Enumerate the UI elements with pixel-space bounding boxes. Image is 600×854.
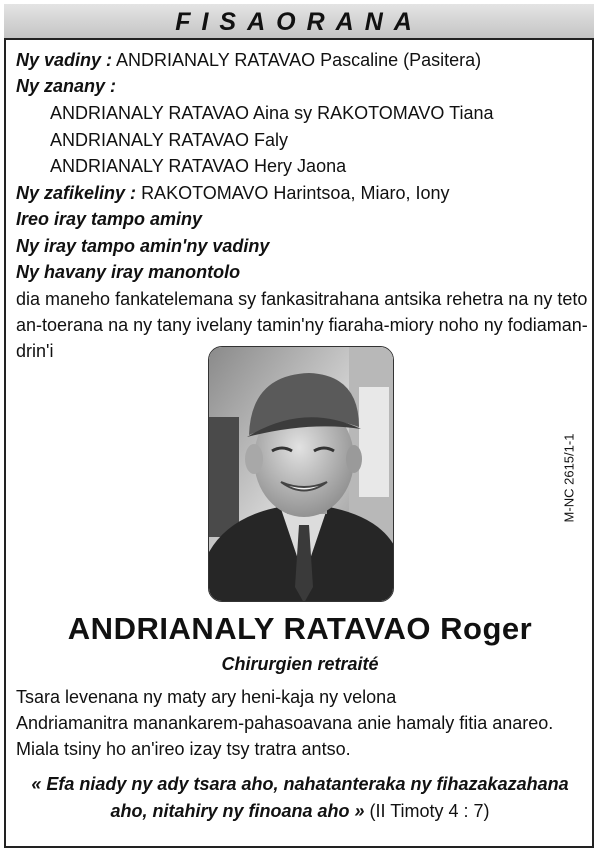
verse-line-1 <box>0 772 600 796</box>
children-label: Ny zanany : <box>16 76 117 96</box>
child-2: ANDRIANALY RATAVAO Faly <box>50 130 289 150</box>
spouse-siblings-label: Ny iray tampo amin'ny vadiny <box>16 236 270 256</box>
header-bar <box>4 4 594 40</box>
relatives-label: Ny havany iray manontolo <box>16 262 241 282</box>
widow-name: ANDRIANALY RATAVAO Pascaline (Pasitera) <box>116 50 482 70</box>
verse-line-2 <box>0 799 600 823</box>
verse-text-2: aho, nitahiry ny finoana aho » <box>110 801 365 821</box>
deceased-name: ANDRIANALY RATAVAO Roger <box>67 611 533 646</box>
thanks-line-3: drin'i <box>16 341 54 361</box>
siblings-label: Ireo iray tampo aminy <box>16 209 203 229</box>
deceased-title: Chirurgien retraité <box>221 654 379 674</box>
verse-text-1: « Efa niady ny ady tsara aho, nahatanteraka ny fihazakazahana <box>31 774 569 794</box>
verse-reference: (II Timoty 4 : 7) <box>369 801 490 821</box>
ad-reference: M-NC 2615/1-1 <box>561 433 577 523</box>
thanks-line-1: dia maneho fankatelemana sy fankasitrahana antsika rehetra na ny teto <box>16 289 588 309</box>
widow-line <box>16 48 481 72</box>
grandchildren-label: Ny zafikeliny : <box>16 183 137 203</box>
grandchildren-names: RAKOTOMAVO Harintsoa, Miaro, Iony <box>141 183 450 203</box>
message-line-3: Miala tsiny ho an'ireo izay tsy tratra antso. <box>16 739 351 759</box>
widow-label: Ny vadiny : <box>16 50 113 70</box>
child-3: ANDRIANALY RATAVAO Hery Jaona <box>50 156 347 176</box>
thanks-line-2: an-toerana na ny tany ivelany tamin'ny fiaraha-miory noho ny fodiaman- <box>16 315 588 335</box>
message-line-1: Tsara levenana ny maty ary heni-kaja ny velona <box>16 687 397 707</box>
portrait-photo <box>208 346 394 602</box>
portrait-illustration <box>209 347 394 602</box>
message-line-2: Andriamanitra manankarem-pahasoavana anie hamaly fitia anareo. <box>16 713 554 733</box>
notice-title: FISAORANA <box>175 8 423 36</box>
grandchildren-line <box>16 181 450 205</box>
child-1: ANDRIANALY RATAVAO Aina sy RAKOTOMAVO Tiana <box>50 103 494 123</box>
